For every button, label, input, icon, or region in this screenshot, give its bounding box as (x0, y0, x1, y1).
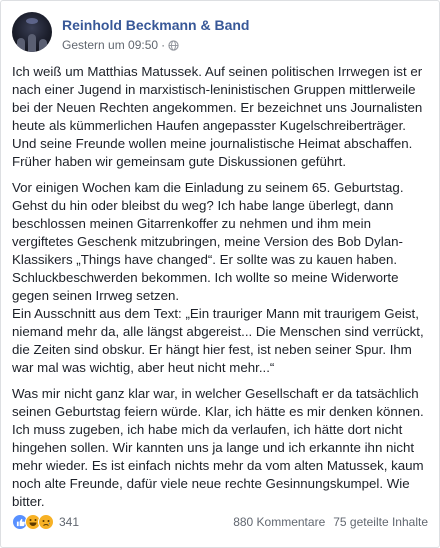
post-header (12, 12, 428, 56)
post-paragraph: Ich weiß um Matthias Matussek. Auf seinen politischen Irrwegen ist er nach einer Jugend in marxistisch-leninistischen Gruppen mittlerweile bei der Neuen Rechten angekommen. Er bezeichnet uns Journalisten heute als kümmerlichen Haufen angepasster Kugelschreiberträger. Und seine Freunde wollen meine journalistische Heimat abschaffen. Früher haben wir gemeinsam gute Diskussionen geführt. (12, 64, 423, 169)
reactions-summary[interactable] (12, 514, 79, 530)
comments-count-link[interactable]: 880 Kommentare (233, 515, 326, 529)
meta-separator: · (161, 38, 166, 52)
page-name-link[interactable]: Reinhold Beckmann & Band (62, 17, 250, 33)
post-body (12, 63, 426, 519)
post-paragraph: Vor einigen Wochen kam die Einladung zu seinem 65. Geburtstag. Gehst du hin oder bleibst du weg? Ich habe lange überlegt, dann beschlossen meinen Gitarrenkoffer zu nehmen und ihm mein vergiftetes Geschenk mitzubringen, meine Version des Bob Dylan-Klassikers „Things have changed“. Er sollte was zu kauen haben. Schluckbeschwerden bekommen. Ich wollte so meine Widerworte gegen seinen Irrweg setzen. Ein Ausschnitt aus dem Text: „Ein trauriger Mann mit traurigem Geist, niemand mehr da, alle längst abgereist... Die Menschen sind verrückt, die Zeiten sind obskur. Er hängt hier fest, ist neben seiner Spur. Ihm war mal was wichtig, aber heut nicht mehr...“ (12, 180, 424, 375)
reaction-count: 341 (59, 515, 80, 529)
sad-icon (38, 514, 54, 530)
page-avatar[interactable] (12, 12, 52, 52)
post-timestamp[interactable]: Gestern um 09:50 (62, 38, 159, 52)
globe-icon (168, 40, 179, 51)
post-meta (62, 38, 179, 52)
post-footer (12, 511, 428, 533)
post-paragraph: Was mir nicht ganz klar war, in welcher Gesellschaft er da tatsächlich seinen Geburtstag feiern würde. Klar, ich hätte es mir denken können. Ich muss zugeben, ich habe mich da verlaufen, ich hätte dort nicht hingehen sollen. Wir kannten uns ja lange und ich erkannte ihn nicht mehr wieder. Es ist einfach nichts mehr da vom alten Matussek, kaum noch alte Freunde, dafür viele neue rechte Gesinnungskumpel. Wie bitter. (12, 386, 424, 509)
shares-count-link[interactable]: 75 geteilte Inhalte (333, 515, 428, 529)
